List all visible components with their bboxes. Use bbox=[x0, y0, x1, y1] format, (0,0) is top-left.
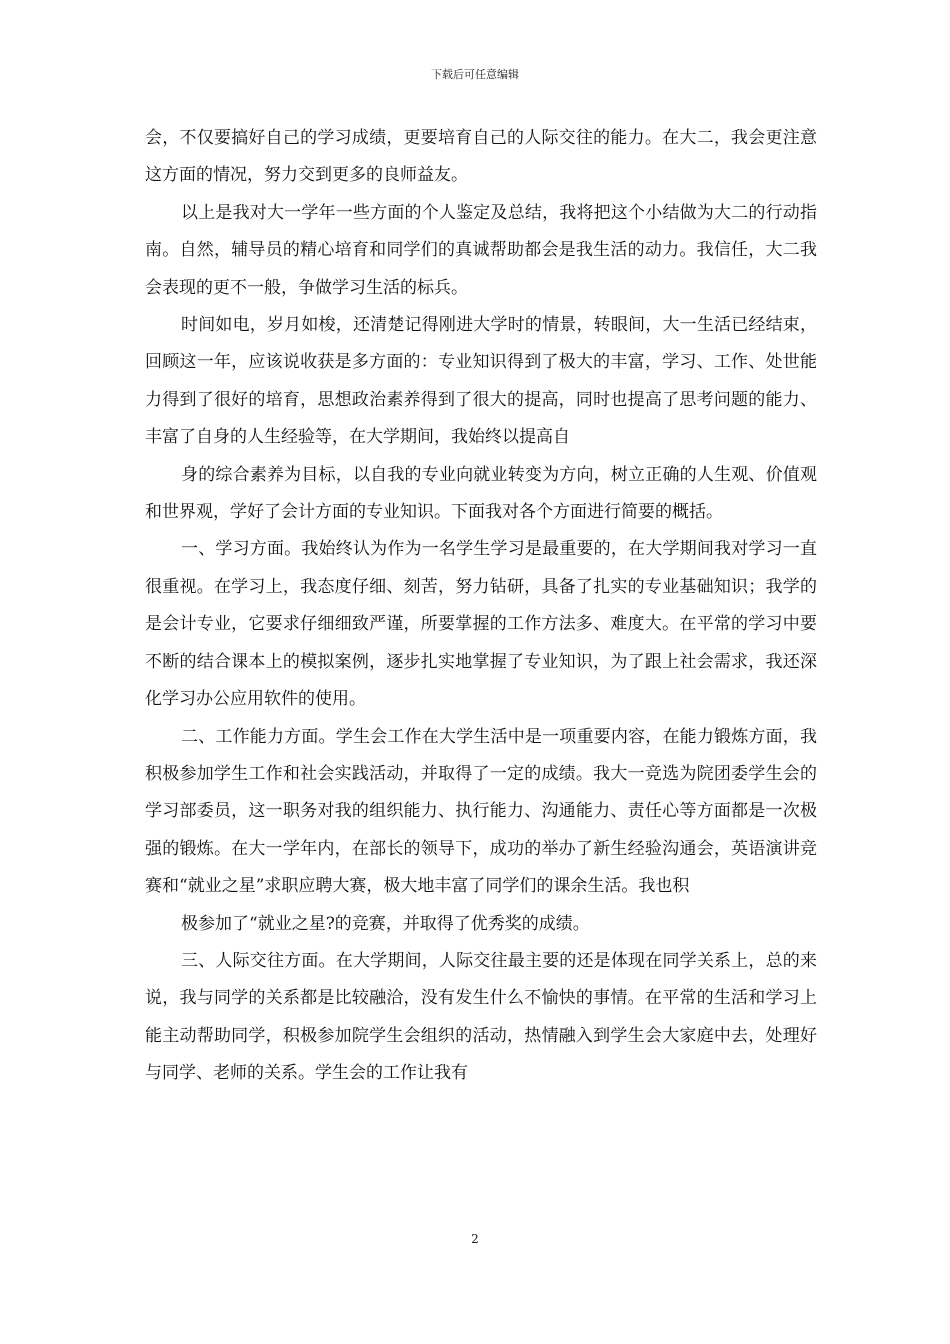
paragraph-7: 极参加了“就业之星?的竞赛，并取得了优秀奖的成绩。 bbox=[181, 913, 590, 934]
paragraph-1: 会，不仅要搞好自己的学习成绩，更要培育自己的人际交往的能力。在大二，我会更注意这方面的情况，努力交到更多的良师益友。 bbox=[145, 128, 817, 186]
document-body bbox=[145, 120, 817, 1093]
paragraph-3: 时间如电，岁月如梭，还清楚记得刚进大学时的情景，转眼间，大一生活已经结束，回顾这一年，应该说收获是多方面的：专业知识得到了极大的丰富，学习、工作、处世能力得到了很好的培育，思想政治素养得到了很大的提高，同时也提高了思考问题的能力、丰富了自身的人生经验等，在大学期间，我始终以提高自 bbox=[145, 315, 817, 448]
paragraph-4: 身的综合素养为目标，以自我的专业向就业转变为方向，树立正确的人生观、价值观和世界观，学好了会计方面的专业知识。下面我对各个方面进行简要的概括。 bbox=[145, 464, 817, 523]
paragraph-8-interpersonal: 三、人际交往方面。在大学期间，人际交往最主要的还是体现在同学关系上，总的来说，我与同学的关系都是比较融洽，没有发生什么不愉快的事情。在平常的生活和学习上能主动帮助同学，积极参加院学生会组织的活动，热情融入到学生会大家庭中去，处理好与同学、老师的关系。学生会的工作让我有 bbox=[145, 950, 817, 1084]
paragraph-5-study: 一、学习方面。我始终认为作为一名学生学习是最重要的，在大学期间我对学习一直很重视。在学习上，我态度仔细、刻苦，努力钻研，具备了扎实的专业基础知识；我学的是会计专业，它要求仔细细致严谨，所要掌握的工作方法多、难度大。在平常的学习中要不断的结合课本上的模拟案例，逐步扎实地掌握了专业知识，为了跟上社会需求，我还深化学习办公应用软件的使用。 bbox=[145, 539, 817, 710]
page-number: 2 bbox=[471, 1232, 479, 1246]
paragraph-2: 以上是我对大一学年一些方面的个人鉴定及总结，我将把这个小结做为大二的行动指南。自然，辅导员的精心培育和同学们的真诚帮助都会是我生活的动力。我信任，大二我会表现的更不一般，争做学习生活的标兵。 bbox=[145, 202, 817, 298]
paragraph-6-work-ability: 二、工作能力方面。学生会工作在大学生活中是一项重要内容，在能力锻炼方面，我积极参加学生工作和社会实践活动，并取得了一定的成绩。我大一竞选为院团委学生会的学习部委员，这一职务对我的组织能力、执行能力、沟通能力、责任心等方面都是一次极强的锻炼。在大一学年内，在部长的领导下，成功的举办了新生经验沟通会，英语演讲竞赛和“就业之星”求职应聘大赛，极大地丰富了同学们的课余生活。我也积 bbox=[145, 726, 817, 897]
page-header: 下载后可任意编辑 bbox=[431, 68, 519, 81]
